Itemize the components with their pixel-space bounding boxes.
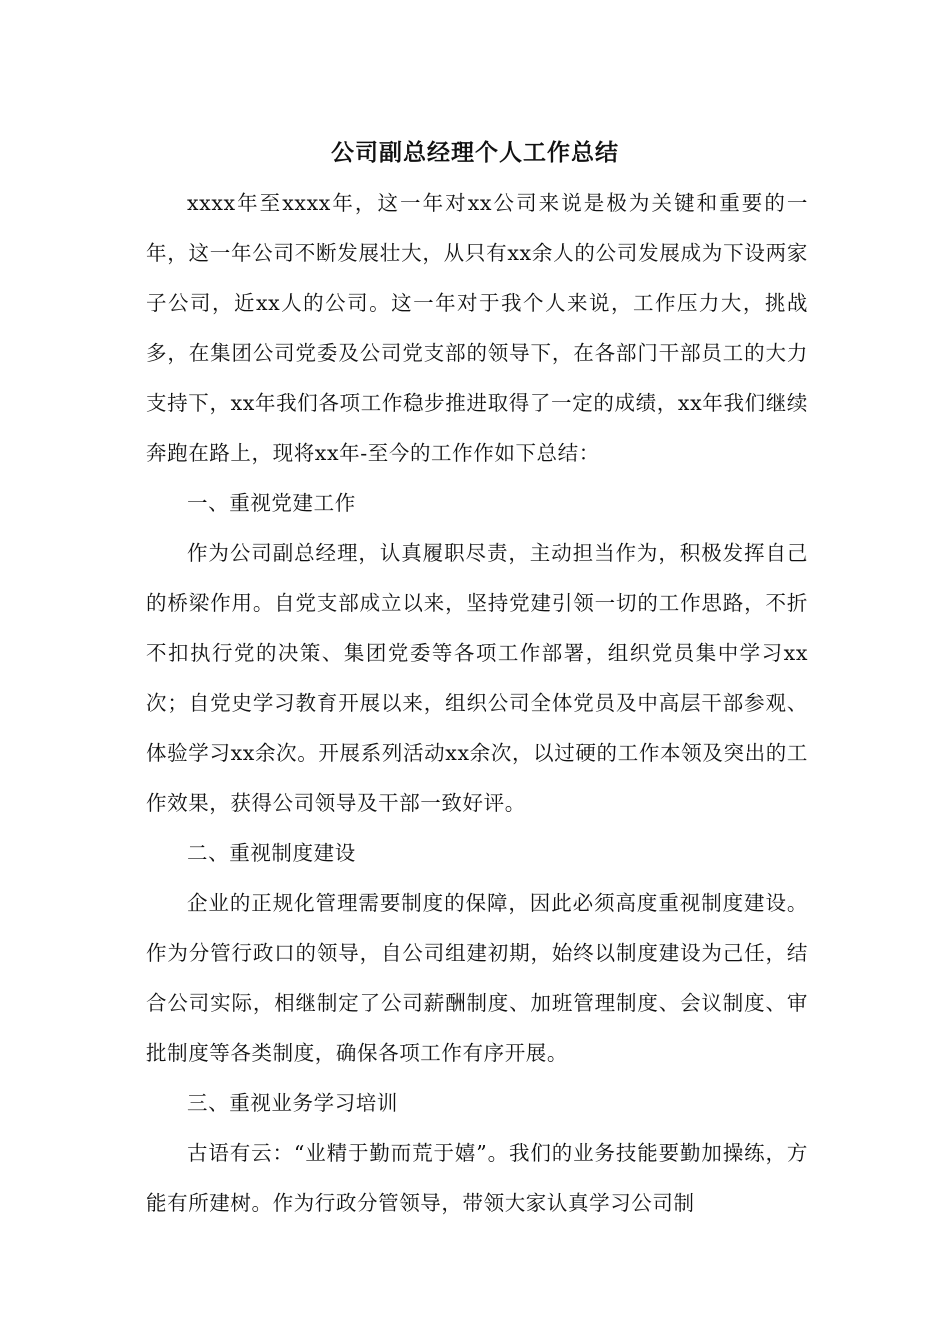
party-building-paragraph: 作为公司副总经理，认真履职尽责，主动担当作为，积极发挥自己的桥梁作用。自党支部成立以来，坚持党建引领一切的工作思路，不折不扣执行党的决策、集团党委等各项工作部署，组织党员集中学习xx次；自党史学习教育开展以来，组织公司全体党员及中高层干部参观、体验学习xx余次。开展系列活动xx余次，以过硬的工作本领及突出的工作效果，获得公司领导及干部一致好评。 <box>146 541 808 815</box>
document-title: 公司副总经理个人工作总结 <box>331 139 619 166</box>
training-paragraph: 古语有云：“业精于勤而荒于嬉”。我们的业务技能要勤加操练，方能有所建树。作为行政分管领导，带领大家认真学习公司制 <box>146 1141 808 1215</box>
section-heading-training: 三、重视业务学习培训 <box>187 1091 398 1115</box>
section-heading-system-building: 二、重视制度建设 <box>187 841 356 865</box>
intro-paragraph: xxxx年至xxxx年，这一年对xx公司来说是极为关键和重要的一年，这一年公司不断发展壮大，从只有xx余人的公司发展成为下设两家子公司，近xx人的公司。这一年对于我个人来说，工作压力大，挑战多，在集团公司党委及公司党支部的领导下，在各部门干部员工的大力支持下，xx年我们各项工作稳步推进取得了一定的成绩，xx年我们继续奔跑在路上，现将xx年-至今的工作作如下总结： <box>146 191 808 465</box>
document-body <box>146 178 808 1228</box>
system-building-paragraph: 企业的正规化管理需要制度的保障，因此必须高度重视制度建设。作为分管行政口的领导，自公司组建初期，始终以制度建设为己任，结合公司实际，相继制定了公司薪酬制度、加班管理制度、会议制度、审批制度等各类制度，确保各项工作有序开展。 <box>146 891 808 1065</box>
section-heading-party-building: 一、重视党建工作 <box>187 491 356 515</box>
